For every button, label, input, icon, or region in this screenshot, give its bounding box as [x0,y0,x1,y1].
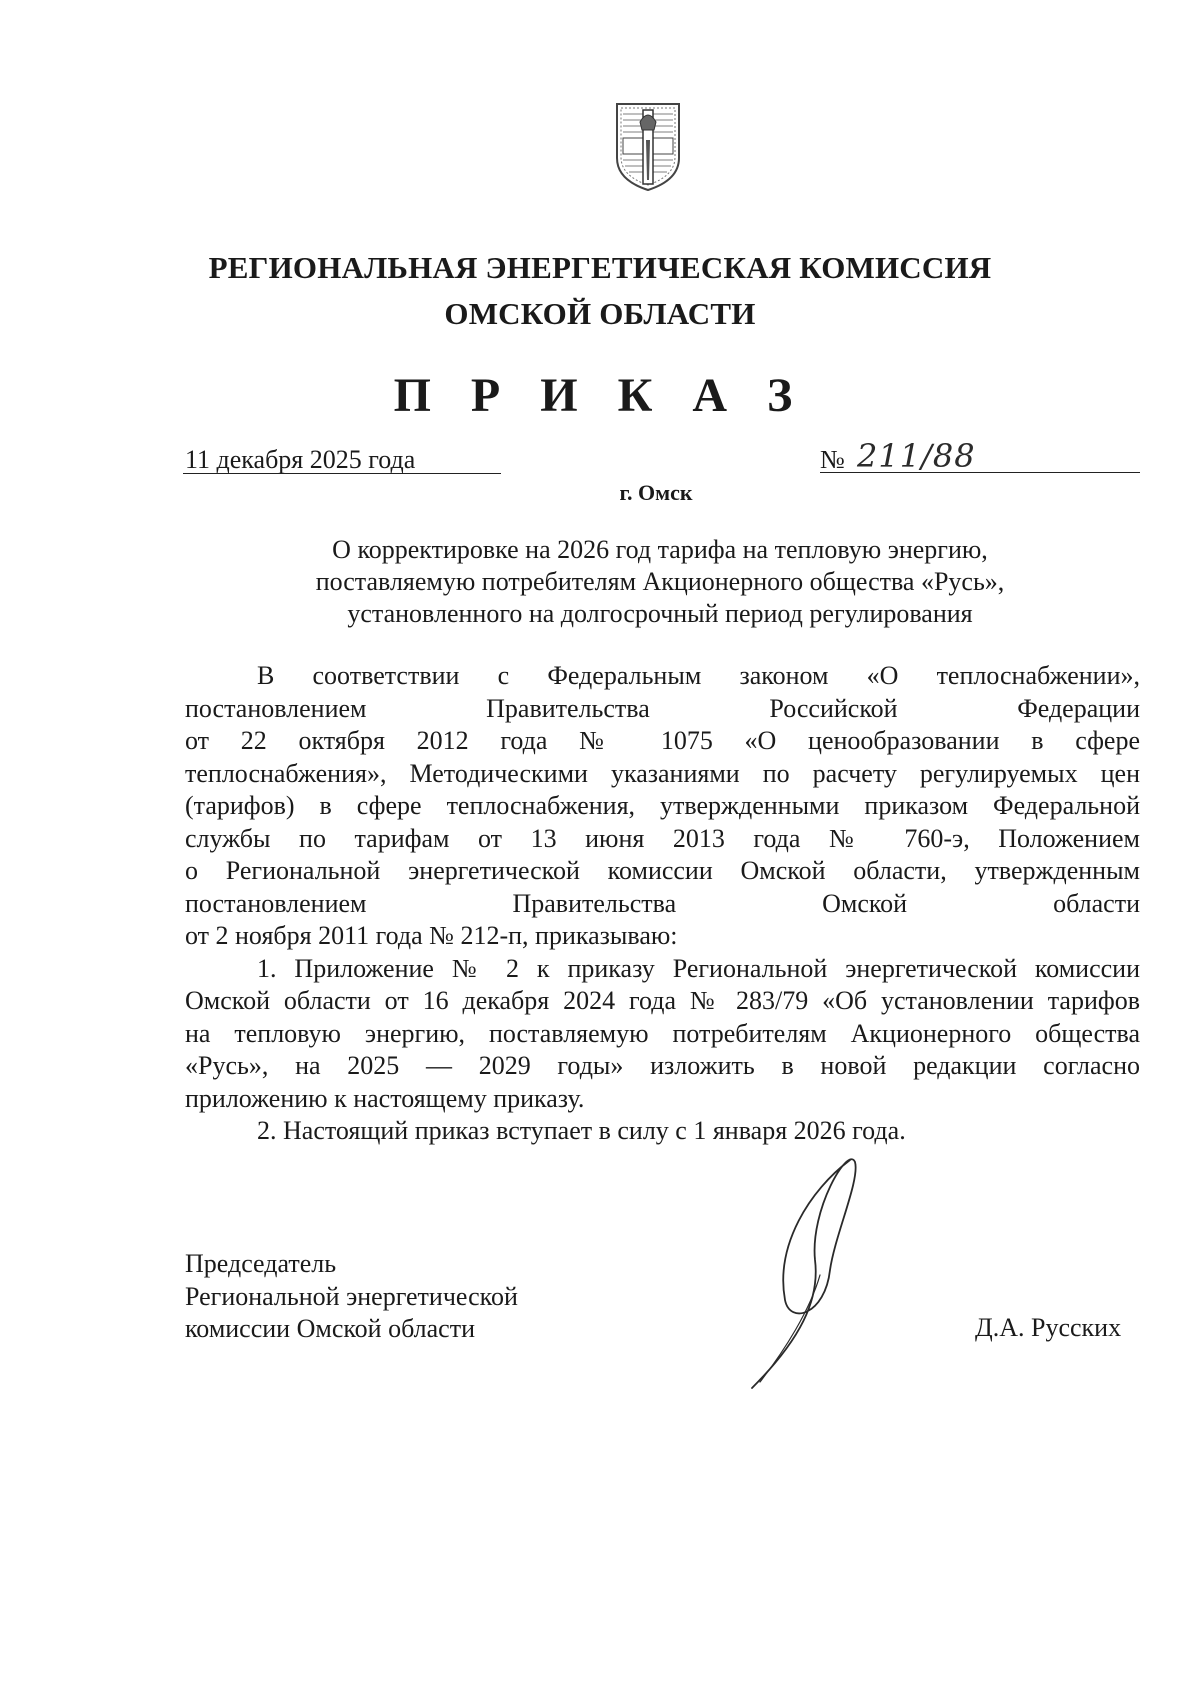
document-type-title: П Р И К А З [393,369,807,422]
coat-of-arms-icon [613,100,683,192]
signatory-title-line: комиссии Омской области [185,1314,475,1343]
subject-line: О корректировке на 2026 год тарифа на тепловую энергию, [332,535,988,564]
signatory-name: Д.А. Русских [975,1313,1122,1342]
preamble-line: постановлением Правительства Российской Федерации [185,693,1140,723]
organization-name-line1: РЕГИОНАЛЬНАЯ ЭНЕРГЕТИЧЕСКАЯ КОМИССИЯ [208,250,992,285]
item2-line: 2. Настоящий приказ вступает в силу с 1 января 2026 года. [257,1116,906,1145]
preamble-line: о Региональной энергетической комиссии Омской области, утвержденным [185,856,1140,885]
item1-line: на тепловую энергию, поставляемую потребителям Акционерного общества [185,1018,1140,1048]
signatory-title-line: Региональной энергетической [185,1281,518,1311]
order-body [185,660,1140,1148]
order-number-handwritten: 211/88 [857,437,976,475]
item1-line: «Русь», на 2025 — 2029 годы» изложить в новой редакции согласно [185,1051,1140,1080]
preamble-line: службы по тарифам от 13 июня 2013 года № 760-э, Положением [185,823,1140,853]
preamble-line: от 2 ноября 2011 года № 212-п, приказываю: [185,921,678,950]
signatory-title-line: Председатель [185,1249,337,1278]
item1-line: Омской области от 16 декабря 2024 года № 283/79 «Об установлении тарифов [185,986,1140,1015]
subject-line: установленного на долгосрочный период регулирования [347,599,973,628]
organization-name-line2: ОМСКОЙ ОБЛАСТИ [444,296,756,331]
handwritten-signature [740,1150,890,1400]
item1-line: 1. Приложение № 2 к приказу Региональной энергетической комиссии [257,953,1140,983]
preamble-line: от 22 октября 2012 года № 1075 «О ценообразовании в сфере [185,726,1140,755]
preamble-line: теплоснабжения», Методическими указаниями по расчету регулируемых цен [185,758,1140,788]
city-name: г. Омск [619,480,693,505]
preamble-line: (тарифов) в сфере теплоснабжения, утвержденными приказом Федеральной [185,791,1140,820]
order-subject [180,534,1140,630]
item1-line: приложению к настоящему приказу. [185,1083,585,1113]
order-number-label: № [820,445,845,474]
preamble-line: постановлением Правительства Омской области [185,888,1140,918]
number-underline [820,472,1140,473]
preamble-line: В соответствии с Федеральным законом «О теплоснабжении», [257,661,1140,690]
date-underline [183,473,501,474]
order-date: 11 декабря 2025 года [185,445,416,474]
signatory-title [185,1248,518,1346]
subject-line: поставляемую потребителям Акционерного общества «Русь», [315,567,1005,596]
